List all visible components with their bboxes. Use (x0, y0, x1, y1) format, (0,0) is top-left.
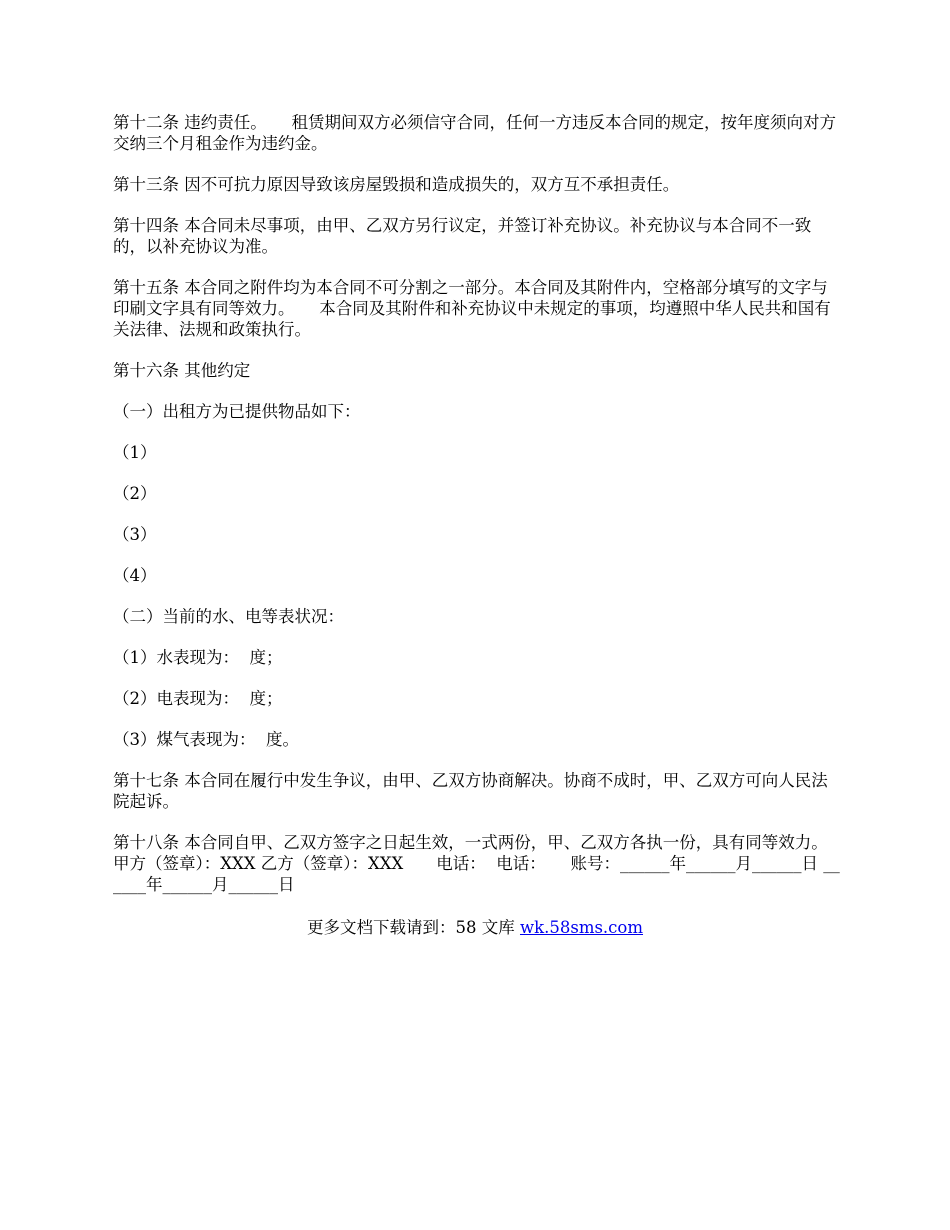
clause-15-paragraph: 第十五条 本合同之附件均为本合同不可分割之一部分。本合同及其附件内，空格部分填写的文字与印刷文字具有同等效力。 本合同及其附件和补充协议中未规定的事项，均遵照中华人民共和国有关法律、法规和政策执行。 (113, 278, 831, 339)
electric-meter-line: （2）电表现为： 度； (113, 689, 283, 708)
provided-item-3: （3） (113, 525, 157, 544)
clause-14-paragraph: 第十四条 本合同未尽事项，由甲、乙双方另行议定，并签订补充协议。补充协议与本合同不一致的，以补充协议为准。 (113, 216, 812, 256)
footer-prefix-text: 更多文档下载请到：58 文库 (306, 918, 520, 937)
clause-17-paragraph: 第十七条 本合同在履行中发生争议，由甲、乙双方协商解决。协商不成时，甲、乙双方可向人民法院起诉。 (113, 771, 828, 811)
clause-16-heading: 第十六条 其他约定 (113, 361, 251, 380)
gas-meter-line: （3）煤气表现为： 度。 (113, 730, 299, 749)
clause-13-paragraph: 第十三条 因不可抗力原因导致该房屋毁损和造成损失的，双方互不承担责任。 (113, 175, 680, 194)
provided-item-2: （2） (113, 484, 157, 503)
provided-items-heading: （一）出租方为已提供物品如下： (113, 402, 361, 421)
clause-12-paragraph: 第十二条 违约责任。 租赁期间双方必须信守合同，任何一方违反本合同的规定，按年度须向对方交纳三个月租金作为违约金。 (113, 113, 836, 153)
provided-item-4: （4） (113, 566, 157, 585)
meter-status-heading: （二）当前的水、电等表状况： (113, 607, 344, 626)
wenku-site-link[interactable]: wk.58sms.com (519, 918, 643, 937)
document-body (113, 112, 853, 915)
water-meter-line: （1）水表现为： 度； (113, 648, 283, 667)
download-footer (0, 917, 950, 938)
clause-18-paragraph: 第十八条 本合同自甲、乙双方签字之日起生效，一式两份，甲、乙双方各执一份，具有同等效力。 甲方（签章）：XXX 乙方（签章）：XXX 电话： 电话： 账号：______年______月______日 ______年______月______日 (113, 833, 853, 894)
provided-item-1: （1） (113, 443, 157, 462)
